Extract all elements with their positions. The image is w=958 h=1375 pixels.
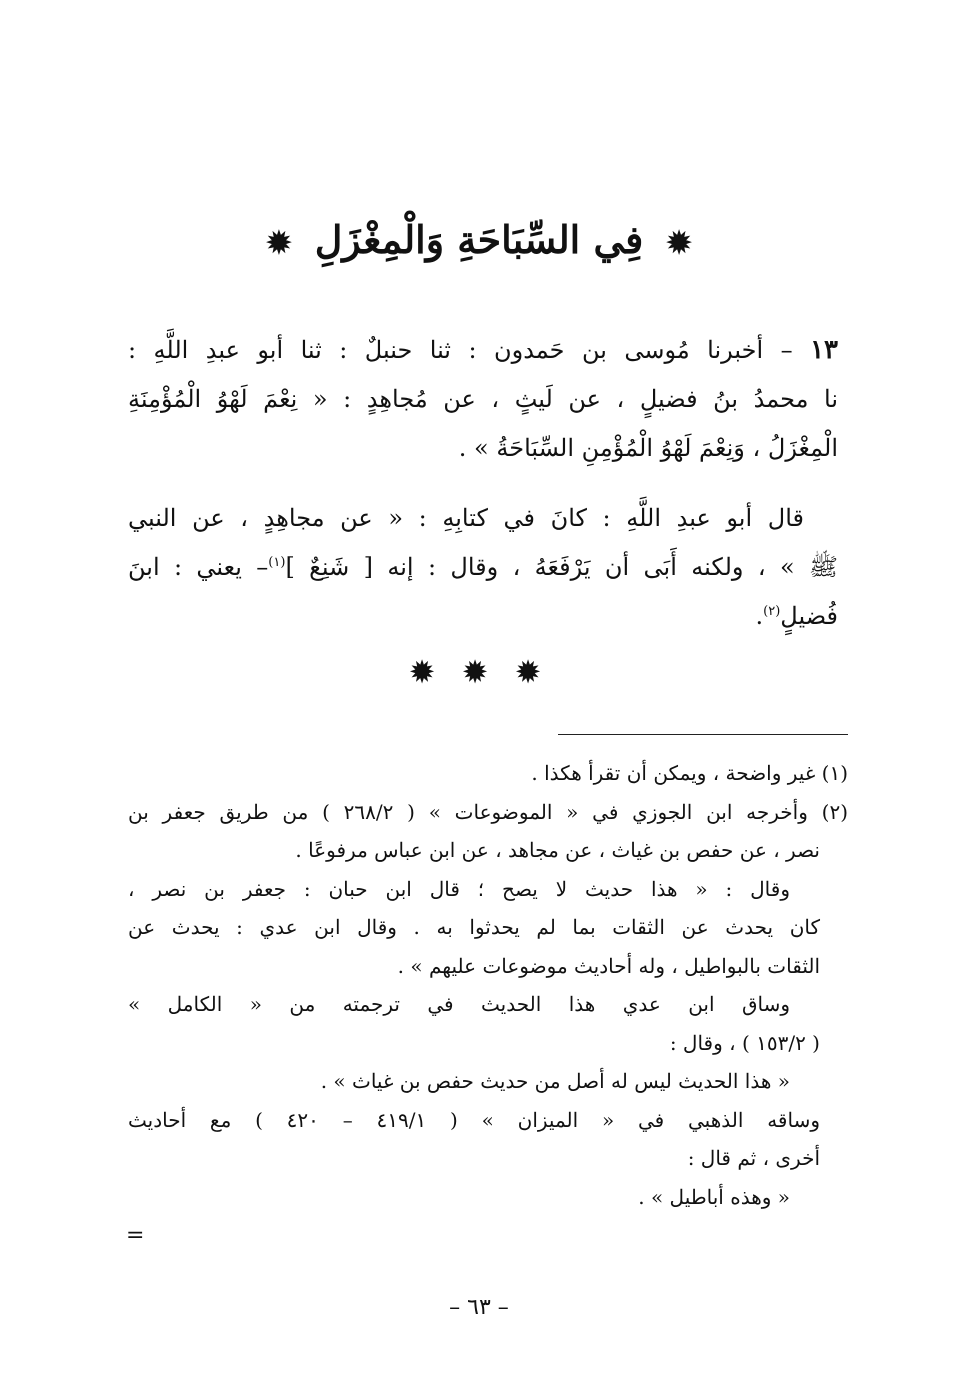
footnote-line: وساقه الذهبي في « الميزان » ( ٤١٩/١ – ٤٢٠ ) مع أحاديث bbox=[128, 1107, 821, 1132]
footnote-line: نصر ، عن حفص بن غياث ، عن مجاهد ، عن ابن عباس مرفوعًا . bbox=[295, 838, 820, 862]
footnote-line: (١) غير واضحة ، ويمكن أن تقرأ هكذا . bbox=[531, 761, 848, 785]
star-ornament-icon: ✹ bbox=[666, 225, 692, 261]
footnote-ref: (٢) bbox=[763, 604, 781, 619]
hadith-line: نا محمدُ بنُ فضيلٍ ، عن لَيثٍ ، عن مُجاهِدٍ : « نِعْمَ لَهْوُ الْمُؤْمِنَةِ bbox=[128, 385, 838, 413]
hadith-paragraph bbox=[128, 326, 838, 473]
commentary-line: ﷺ » ، ولكنه أَبَى أن يَرْفَعَهُ ، وقال : إنه [ شَنِعٌ ]$^{(١)}$– يعني : ابنَ bbox=[128, 553, 838, 581]
footnote-line: (٢) وأخرجه ابن الجوزي في « الموضوعات » ( ٢٦٨/٢ ) من طريق جعفر بن bbox=[128, 799, 848, 824]
footnote-line: الثقات بالبواطيل ، وله أحاديث موضوعات عليهم » . bbox=[397, 953, 820, 978]
footnote-line: وساق ابن عدي هذا الحديث في ترجمته من « الكامل » bbox=[128, 992, 790, 1016]
hadith-line: الْمِغْزَلُ ، وَنِعْمَ لَهْوُ الْمُؤْمِنِ السِّبَاحَةُ » . bbox=[458, 434, 838, 462]
chapter-title-text: فِي السِّبَاحَةِ وَالْمِغْزَلِ bbox=[314, 217, 644, 262]
footnote-line: كان يحدث عن الثقات بما لم يحدثوا به . وقال ابن عدي : يحدث عن bbox=[128, 915, 821, 939]
hadith-number: ١٣ bbox=[810, 335, 838, 365]
commentary-paragraph bbox=[128, 494, 838, 641]
commentary-line: فُضيلٍ$^{(٢)}$. bbox=[755, 602, 838, 630]
footnote-line: ( ١٥٣/٢ ) ، وقال : bbox=[669, 1030, 820, 1055]
footnote-line: وقال : « هذا حديث لا يصح ؛ قال ابن حبان : جعفر بن نصر ، bbox=[128, 876, 790, 901]
footnote-divider bbox=[558, 734, 848, 735]
chapter-title bbox=[0, 212, 958, 272]
continuation-mark: = bbox=[126, 1223, 145, 1248]
footnote-line: « هذا الحديث ليس له أصل من حديث حفص بن غياث » . bbox=[320, 1069, 790, 1093]
footnote-line: أخرى ، ثم قال : bbox=[687, 1146, 820, 1170]
page-number: – ٦٣ – bbox=[449, 1295, 509, 1320]
hadith-line: ١٣ – أخبرنا مُوسى بن حَمدون : ثنا حنبلٌ : ثنا أبو عبدِ اللَّهِ : bbox=[128, 335, 838, 365]
star-ornament-icon: ✹ bbox=[266, 225, 292, 261]
footnote-line: « وهذه أباطيل » . bbox=[638, 1184, 790, 1209]
footnotes bbox=[128, 754, 848, 1216]
footnote-ref: (١) bbox=[268, 555, 286, 570]
commentary-line: قال أبو عبدِ اللَّهِ : كانَ في كتابِهِ : « عن مجاهِدٍ ، عن النبي bbox=[128, 504, 804, 532]
section-separator: ✹ ✹ ✹ bbox=[408, 653, 550, 691]
